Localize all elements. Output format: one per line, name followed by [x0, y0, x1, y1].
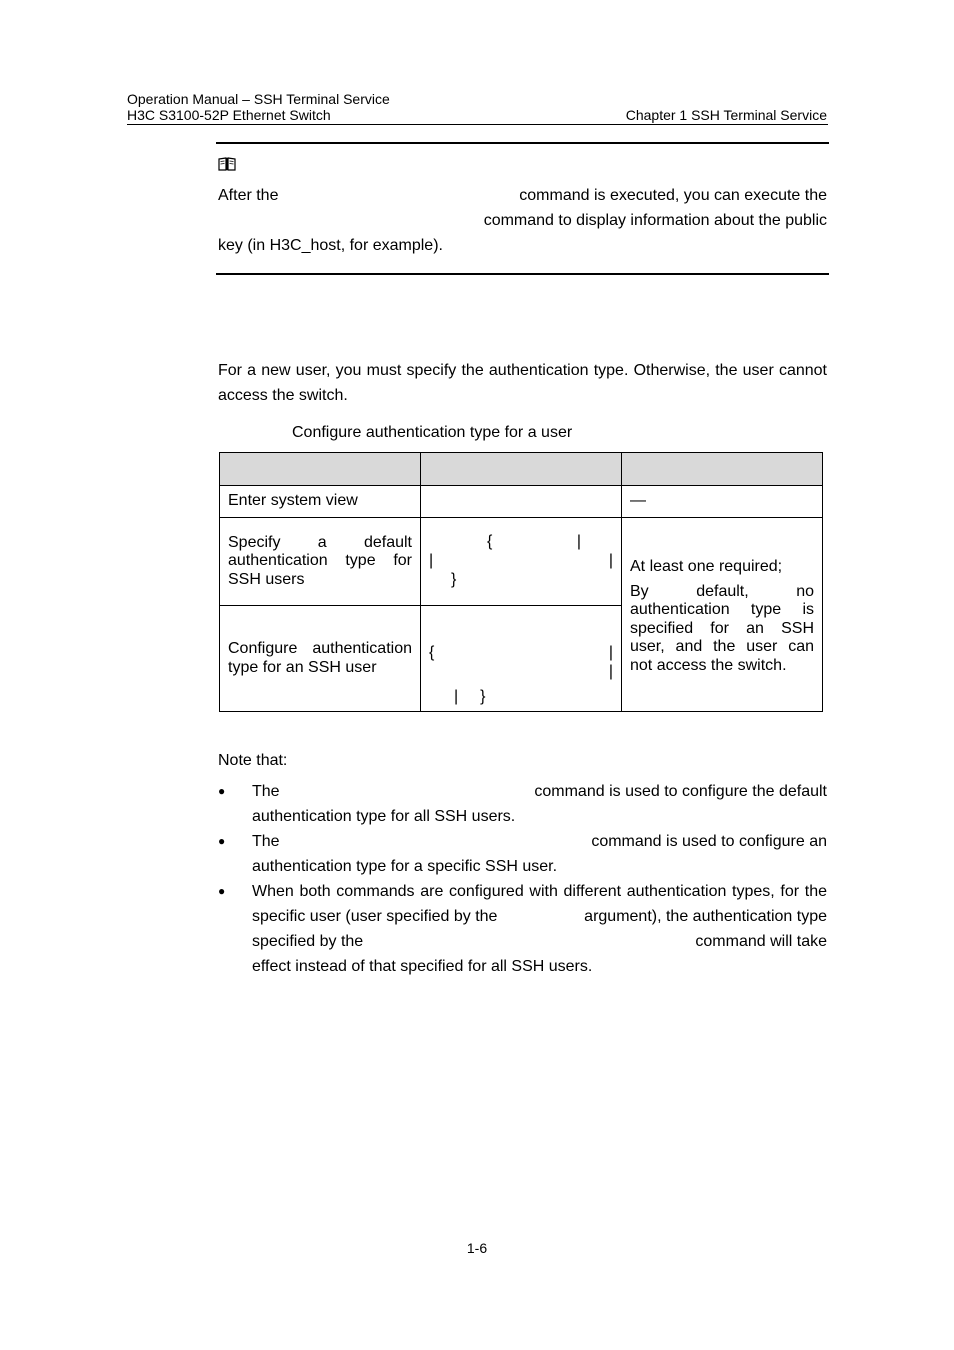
bullet3-line2-end: argument), the authentication type	[584, 908, 827, 925]
pipe-symbol: |	[454, 688, 459, 705]
pipe-symbol: |	[608, 644, 613, 661]
remarks-cell: —	[622, 486, 823, 518]
header-cell-operation	[220, 453, 421, 486]
table-caption: Configure authentication type for a user	[292, 424, 573, 441]
command-cell	[421, 606, 622, 712]
header-divider	[127, 124, 828, 125]
note-line3: key (in H3C_host, for example).	[218, 237, 443, 254]
brace-close: }	[480, 688, 486, 705]
bullet-icon: ●	[218, 834, 226, 848]
bullet1-line1-end: command is used to configure the default	[534, 783, 827, 800]
bullet-icon: ●	[218, 884, 226, 898]
brace-open: {	[429, 644, 435, 661]
page-number: 1-6	[466, 1240, 488, 1256]
pipe-symbol: |	[608, 663, 613, 680]
product-name: H3C S3100-52P Ethernet Switch	[127, 107, 331, 123]
remarks-cell	[622, 518, 823, 712]
bullet1-line2: authentication type for all SSH users.	[252, 808, 516, 825]
command-line	[429, 663, 613, 682]
note-top-rule	[216, 142, 829, 144]
brace-open: {	[487, 533, 493, 550]
bullet3-line4: effect instead of that specified for all SSH users.	[252, 958, 593, 975]
bullet3-line3-end: command will take	[695, 933, 827, 950]
bullet3-line2-start: specific user (user specified by the	[252, 908, 498, 925]
manual-title: Operation Manual – SSH Terminal Service	[127, 91, 390, 107]
bullet3-line1: When both commands are configured with different authentication types, for the	[252, 883, 827, 900]
chapter-title: Chapter 1 SSH Terminal Service	[625, 107, 827, 123]
bullet2-line1-end: command is used to configure an	[591, 833, 827, 850]
note-bottom-rule	[216, 273, 829, 275]
bullet1-line1-start: The	[252, 783, 280, 800]
remarks-default: By default, no authentication type is specified for an SSH user, and the user can not access the switch.	[630, 582, 814, 674]
note-line1-start: After the	[218, 187, 279, 204]
command-line	[429, 688, 613, 707]
config-table	[219, 452, 823, 712]
notes-title: Note that:	[218, 752, 288, 769]
bullet3-line3-start: specified by the	[252, 933, 364, 950]
note-line2-end: command to display information about the public	[483, 212, 827, 229]
table-header-row	[220, 453, 823, 486]
intro-line1: For a new user, you must specify the authentication type. Otherwise, the user cannot	[218, 362, 827, 379]
bullet2-line2: authentication type for a specific SSH user.	[252, 858, 558, 875]
remarks-required: At least one required;	[630, 558, 783, 575]
pipe-symbol: |	[608, 552, 613, 569]
header-cell-remarks	[622, 453, 823, 486]
pipe-symbol: |	[429, 552, 434, 569]
command-line	[429, 533, 613, 552]
operation-cell: Specify a default authentication type for SSH users	[220, 518, 421, 606]
bullet-icon: ●	[218, 784, 226, 798]
intro-line2: access the switch.	[218, 387, 348, 404]
header-cell-command	[421, 453, 622, 486]
command-cell	[421, 486, 622, 518]
bullet2-line1-start: The	[252, 833, 280, 850]
operation-cell: Enter system view	[220, 486, 421, 518]
pipe-symbol: |	[576, 533, 581, 550]
book-icon	[218, 157, 236, 171]
brace-close: }	[451, 571, 457, 588]
operation-cell: Configure authentication type for an SSH user	[220, 606, 421, 712]
table-row	[220, 518, 823, 606]
command-line	[429, 571, 613, 590]
note-line1-end: command is executed, you can execute the	[519, 187, 827, 204]
command-cell	[421, 518, 622, 606]
command-line	[429, 552, 613, 571]
table-row	[220, 486, 823, 518]
command-line	[429, 644, 613, 663]
